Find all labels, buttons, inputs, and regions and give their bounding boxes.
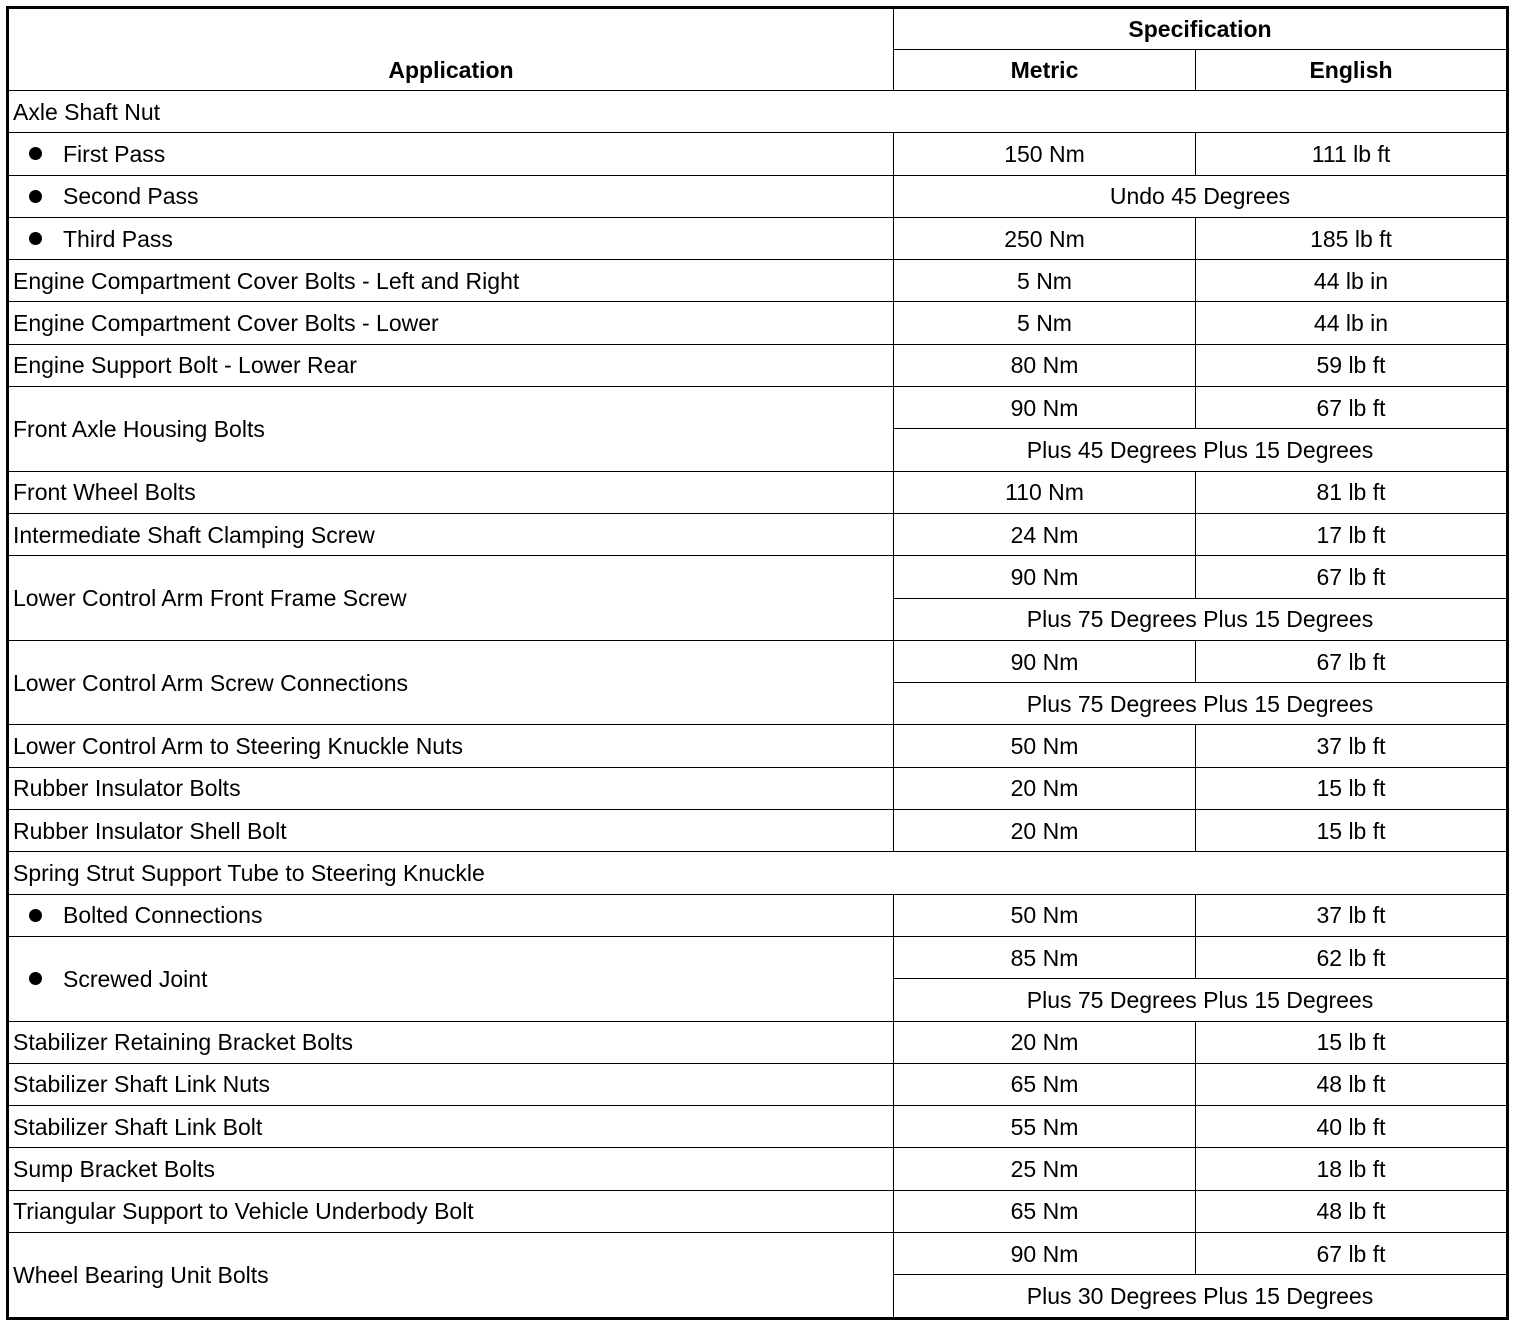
bullet-icon — [29, 190, 42, 203]
english-value-cell: 59 lb ft — [1196, 344, 1508, 386]
sub-item-label-cell — [8, 133, 894, 175]
bullet-icon — [29, 232, 42, 245]
metric-value-cell: 5 Nm — [894, 302, 1196, 344]
table-row — [8, 1233, 1508, 1275]
sub-item-label-cell — [8, 217, 894, 259]
torque-spec-table — [6, 6, 1509, 1320]
metric-value-cell: 55 Nm — [894, 1106, 1196, 1148]
application-header: Application — [8, 8, 894, 91]
application-label: Sump Bracket Bolts — [13, 1156, 215, 1183]
english-value-cell: 62 lb ft — [1196, 936, 1508, 978]
application-label: Rubber Insulator Bolts — [13, 775, 241, 802]
table-row — [8, 852, 1508, 894]
application-label: Front Wheel Bolts — [13, 479, 196, 506]
application-label: Screwed Joint — [63, 965, 208, 992]
application-label: Third Pass — [63, 225, 173, 252]
metric-value-cell: 80 Nm — [894, 344, 1196, 386]
metric-value-cell: 65 Nm — [894, 1063, 1196, 1105]
application-label-cell — [8, 1190, 894, 1232]
sub-item-label-cell — [8, 936, 894, 1021]
table-row — [8, 1106, 1508, 1148]
application-label: Front Axle Housing Bolts — [13, 415, 265, 442]
application-label-cell — [8, 852, 1508, 894]
table-row — [8, 387, 1508, 429]
bullet-icon — [29, 147, 42, 160]
english-header: English — [1196, 50, 1508, 91]
sub-item-label-cell — [8, 175, 894, 217]
additional-angle-cell: Plus 75 Degrees Plus 15 Degrees — [894, 979, 1508, 1021]
table-row — [8, 513, 1508, 555]
english-value-cell: 111 lb ft — [1196, 133, 1508, 175]
metric-value-cell: 20 Nm — [894, 767, 1196, 809]
application-label: Stabilizer Shaft Link Bolt — [13, 1113, 263, 1140]
application-label-cell — [8, 513, 894, 555]
additional-angle-cell: Plus 75 Degrees Plus 15 Degrees — [894, 598, 1508, 640]
table-row — [8, 1190, 1508, 1232]
english-value-cell: 15 lb ft — [1196, 810, 1508, 852]
metric-value-cell: 90 Nm — [894, 640, 1196, 682]
metric-value-cell: 65 Nm — [894, 1190, 1196, 1232]
application-label: Spring Strut Support Tube to Steering Knuckle — [13, 859, 485, 886]
english-value-cell: 44 lb in — [1196, 260, 1508, 302]
table-row — [8, 556, 1508, 598]
metric-value-cell: 20 Nm — [894, 1021, 1196, 1063]
english-value-cell: 67 lb ft — [1196, 556, 1508, 598]
english-value-cell: 18 lb ft — [1196, 1148, 1508, 1190]
table-row — [8, 302, 1508, 344]
application-label: Rubber Insulator Shell Bolt — [13, 817, 287, 844]
application-label-cell — [8, 302, 894, 344]
application-label: Engine Support Bolt - Lower Rear — [13, 352, 357, 379]
application-label: Axle Shaft Nut — [13, 98, 161, 125]
table-row — [8, 471, 1508, 513]
metric-value-cell: 5 Nm — [894, 260, 1196, 302]
metric-value-cell: 24 Nm — [894, 513, 1196, 555]
table-row — [8, 133, 1508, 175]
metric-value-cell: 25 Nm — [894, 1148, 1196, 1190]
application-label: Wheel Bearing Unit Bolts — [13, 1262, 269, 1288]
application-label: Bolted Connections — [63, 902, 263, 929]
table-row — [8, 175, 1508, 217]
english-value-cell: 40 lb ft — [1196, 1106, 1508, 1148]
bullet-icon — [29, 972, 42, 985]
table-row — [8, 1148, 1508, 1190]
english-value-cell: 37 lb ft — [1196, 894, 1508, 936]
bullet-icon — [29, 909, 42, 922]
application-label-cell — [8, 91, 1508, 133]
application-label: Engine Compartment Cover Bolts - Left and Right — [13, 267, 520, 294]
application-label: Lower Control Arm Screw Connections — [13, 669, 408, 696]
application-label-cell — [8, 1021, 894, 1063]
application-label-cell — [8, 810, 894, 852]
specification-header: Specification — [894, 8, 1508, 50]
table-row — [8, 91, 1508, 133]
english-value-cell: 185 lb ft — [1196, 217, 1508, 259]
english-value-cell: 48 lb ft — [1196, 1190, 1508, 1232]
application-label: Lower Control Arm Front Frame Screw — [13, 585, 407, 612]
table-row — [8, 767, 1508, 809]
sub-item-label-cell — [8, 894, 894, 936]
metric-value-cell: 50 Nm — [894, 894, 1196, 936]
application-label-cell — [8, 1063, 894, 1105]
metric-value-cell: 90 Nm — [894, 556, 1196, 598]
application-label-cell — [8, 1106, 894, 1148]
english-value-cell: 15 lb ft — [1196, 767, 1508, 809]
application-label-cell — [8, 387, 894, 472]
application-label: First Pass — [63, 140, 166, 167]
application-label-cell — [8, 260, 894, 302]
additional-angle-cell: Plus 75 Degrees Plus 15 Degrees — [894, 683, 1508, 725]
metric-value-cell: 90 Nm — [894, 1233, 1196, 1275]
table-row — [8, 725, 1508, 767]
application-label-cell — [8, 640, 894, 725]
table-row — [8, 936, 1508, 978]
metric-value-cell: 50 Nm — [894, 725, 1196, 767]
metric-value-cell: 150 Nm — [894, 133, 1196, 175]
english-value-cell: 15 lb ft — [1196, 1021, 1508, 1063]
metric-value-cell: 20 Nm — [894, 810, 1196, 852]
english-value-cell: 37 lb ft — [1196, 725, 1508, 767]
application-label: Engine Compartment Cover Bolts - Lower — [13, 310, 439, 337]
table-row — [8, 894, 1508, 936]
english-value-cell: 48 lb ft — [1196, 1063, 1508, 1105]
table-row — [8, 810, 1508, 852]
additional-angle-cell: Plus 45 Degrees Plus 15 Degrees — [894, 429, 1508, 471]
table-row — [8, 344, 1508, 386]
spec-table-body — [8, 91, 1508, 1319]
english-value-cell: 81 lb ft — [1196, 471, 1508, 513]
english-value-cell: 44 lb in — [1196, 302, 1508, 344]
table-row — [8, 640, 1508, 682]
metric-value-cell: 85 Nm — [894, 936, 1196, 978]
application-label-cell — [8, 725, 894, 767]
table-row — [8, 217, 1508, 259]
english-value-cell: 67 lb ft — [1196, 640, 1508, 682]
table-row — [8, 1021, 1508, 1063]
english-value-cell: 17 lb ft — [1196, 513, 1508, 555]
english-value-cell: 67 lb ft — [1196, 387, 1508, 429]
additional-angle-cell: Plus 30 Degrees Plus 15 Degrees — [894, 1275, 1508, 1319]
application-label-cell — [8, 1148, 894, 1190]
application-label-cell — [8, 471, 894, 513]
application-label: Stabilizer Retaining Bracket Bolts — [13, 1029, 354, 1056]
table-row — [8, 260, 1508, 302]
application-label: Intermediate Shaft Clamping Screw — [13, 521, 375, 548]
application-label: Triangular Support to Vehicle Underbody Bolt — [13, 1198, 474, 1225]
table-row — [8, 1063, 1508, 1105]
application-label-cell — [8, 556, 894, 641]
metric-value-cell: 250 Nm — [894, 217, 1196, 259]
combined-spec-cell: Undo 45 Degrees — [894, 175, 1508, 217]
application-label-cell — [8, 767, 894, 809]
application-label: Lower Control Arm to Steering Knuckle Nuts — [13, 733, 463, 760]
metric-value-cell: 90 Nm — [894, 387, 1196, 429]
application-label: Stabilizer Shaft Link Nuts — [13, 1071, 270, 1098]
metric-value-cell: 110 Nm — [894, 471, 1196, 513]
english-value-cell: 67 lb ft — [1196, 1233, 1508, 1275]
metric-header: Metric — [894, 50, 1196, 91]
application-label-cell — [8, 344, 894, 386]
application-label: Second Pass — [63, 183, 199, 210]
application-label-cell — [8, 1233, 894, 1319]
